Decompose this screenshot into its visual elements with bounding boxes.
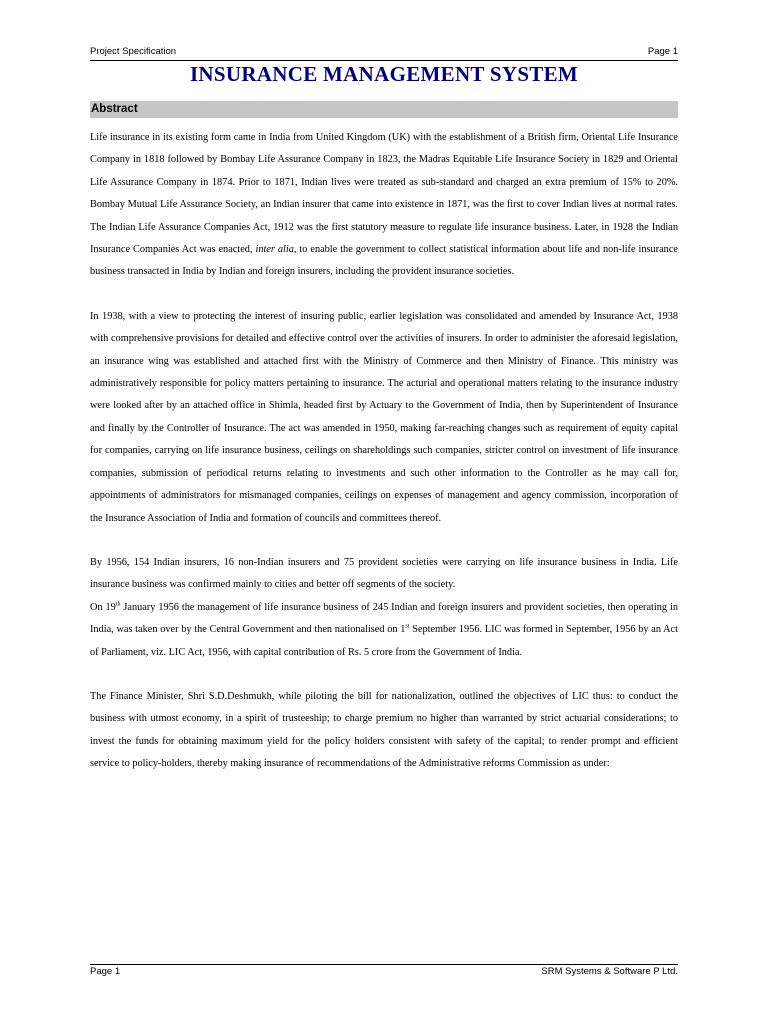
document-title: INSURANCE MANAGEMENT SYSTEM [189, 62, 579, 86]
page-footer [90, 966, 678, 978]
section-heading-abstract: Abstract [90, 101, 678, 118]
footer-company: SRM Systems & Software P Ltd. [541, 966, 678, 977]
paragraph-2: In 1938, with a view to protecting the interest of insuring public, earlier legislation was consolidated and amended by Insurance Act, 1938 with comprehensive provisions for detailed and effective control over the activities of insurers. In order to administer the aforesaid legislation, an insurance wing was established and attached first with the Ministry of Commerce and then Ministry of Finance. This ministry was administratively responsible for policy matters pertaining to insurance. The acturial and operational matters relating to the insurance industry were looked after by an attached office in Shimla, headed first by Actuary to the Government of India, then by Superintendent of Insurance and finally by the Controller of Insurance. The act was amended in 1950, making far-reaching changes such as requirement of equity capital for companies, carrying on life insurance business, ceilings on shareholdings such companies, stricter control on investment of life insurance companies, submission of periodical returns relating to investments and such other information to the Controller as he may call for, appointments of administrators for mismanaged companies, ceilings on expenses of management and agency commission, incorporation of the Insurance Association of India and formation of councils and committees thereof. [90, 310, 678, 524]
italic-phrase: inter alia [255, 244, 294, 256]
header-doc-label: Project Specification [90, 46, 177, 57]
page-header [90, 46, 678, 58]
footer-rule [90, 964, 678, 965]
paragraph-1: Life insurance in its existing form came in India from United Kingdom (UK) with the establishment of a British firm, Oriental Life Insurance Company in 1818 followed by Bombay Life Assurance Company in 1823, the Madras Equitable Life Insurance Society in 1829 and Oriental Life Assurance Company in 1874. Prior to 1871, Indian lives were treated as sub-standard and charged an extra premium of 15% to 20%. Bombay Mutual Life Assurance Society, an Indian insurer that came into existence in 1871, was the first to cover Indian lives at normal rates. The Indian Life Assurance Companies Act, 1912 was the first statutory measure to regulate life insurance business. Later, in 1928 the Indian Insurance Companies Act was enacted, inter alia, to enable the government to collect statistical information about life and non-life insurance business transacted in India by Indian and foreign insurers, including the provident insurance societies. [90, 132, 678, 278]
paragraph-4: On 19th January 1956 the management of life insurance business of 245 Indian and foreign insurers and provident societies, then operating in India, was taken over by the Central Government and then nationalised on 1st September 1956. LIC was formed in September, 1956 by an Act of Parliament, viz. LIC Act, 1956, with capital contribution of Rs. 5 crore from the Government of India. [90, 601, 678, 658]
paragraph-5: The Finance Minister, Shri S.D.Deshmukh, while piloting the bill for nationalization, outlined the objectives of LIC thus: to conduct the business with utmost economy, in a spirit of trusteeship; to charge premium no higher than warranted by strict actuarial considerations; to invest the funds for obtaining maximum yield for the policy holders consistent with safety of the capital; to render prompt and efficient service to policy-holders, thereby making insurance of recommendations of the Administrative reforms Commission as under: [90, 690, 678, 770]
abstract-body [90, 127, 678, 798]
footer-page-number: Page 1 [90, 966, 121, 977]
paragraph-3: By 1956, 154 Indian insurers, 16 non-Indian insurers and 75 provident societies were carrying on life insurance business in India. Life insurance business was confirmed mainly to cities and better off segments of the society. [90, 556, 678, 591]
header-page-number: Page 1 [647, 46, 678, 57]
